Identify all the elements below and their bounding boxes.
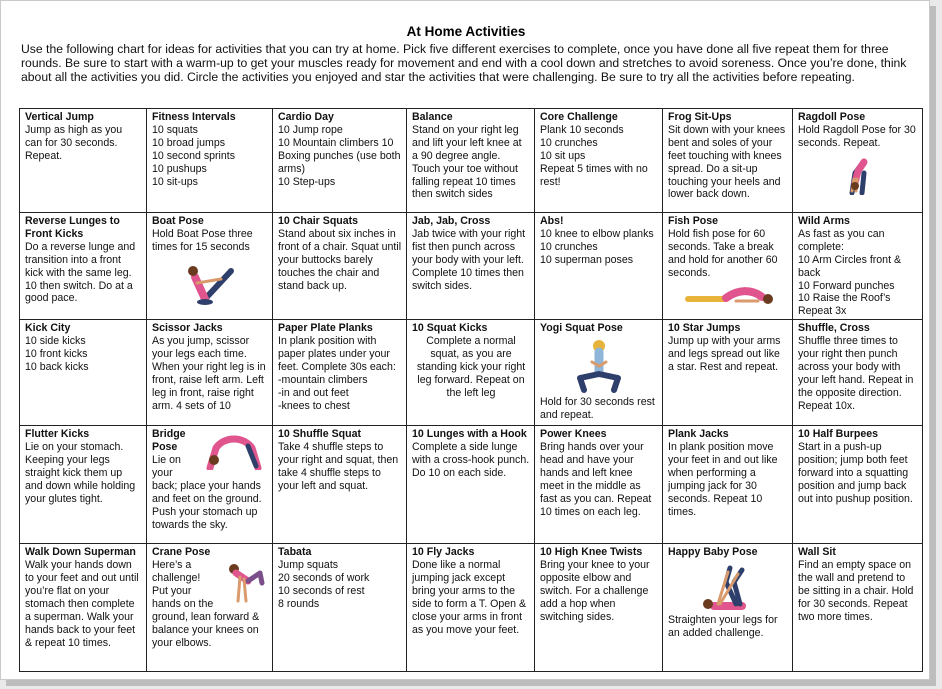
activity-cell: Bridge Pose Lie on your back; place your hands and feet on the ground. Push your stomach up towards the sky. [147,426,273,544]
activity-cell: Core Challenge Plank 10 seconds 10 crunches 10 sit ups Repeat 5 times with no rest! [535,109,663,213]
activity-cell: 10 Fly Jacks Done like a normal jumping jack except bring your arms to the side to form a T. Open & close your arms in front as you move your feet. [407,544,535,672]
activity-cell: Fish Pose Hold fish pose for 60 seconds. Take a break and hold for another 60 seconds. [663,213,793,320]
activity-cell: Power Knees Bring hands over your head and have your hands and left knee meet in the middle as fast as you can. Repeat 10 times on each leg. [535,426,663,544]
activity-cell: Happy Baby Pose Straighten your legs for an added challenge. [663,544,793,672]
activity-cell: Frog Sit-Ups Sit down with your knees bent and soles of your feet touching with knees spread. Do a sit-up touching your heels and lower back down. [663,109,793,213]
intro-paragraph: Use the following chart for ideas for activities that you can try at home. Pick five different exercises to complete, once you have done all five repeat them for three rounds. Be sure to start with a warm-up to get your muscles ready for movement and end with a cool down and stretches to avoid soreness. Once you’re done, think about all the activities you did. Circle the activities you enjoyed and star the activities that were challenging. Be sure to try all the activities before repeating. [21,42,907,85]
activity-cell: Crane Pose Here’s a challenge! Put your hands on the ground, lean forward & balance your knees on your elbows. [147,544,273,672]
activity-cell: Plank Jacks In plank position move your feet in and out like when performing a jumping jack for 30 seconds. Repeat 10 times. [663,426,793,544]
activity-cell: Tabata Jump squats 20 seconds of work 10 seconds of rest 8 rounds [273,544,407,672]
activity-cell: Boat Pose Hold Boat Pose three times for 15 seconds [147,213,273,320]
yogi-squat-icon [570,338,628,394]
activity-cell: 10 Shuffle Squat Take 4 shuffle steps to your right and squat, then take 4 shuffle steps to your left and squat. [273,426,407,544]
boat-pose-icon [175,257,245,307]
activity-cell: Wild Arms As fast as you can complete: 10 Arm Circles front & back 10 Forward punches 10 Raise the Roof’s Repeat 3x [793,213,923,320]
activity-cell: Wall Sit Find an empty space on the wall and pretend to be sitting in a chair. Hold for 30 seconds. Repeat two more times. [793,544,923,672]
activity-cell: 10 Squat Kicks Complete a normal squat, as you are standing kick your right leg forward. Repeat on the left leg [407,320,535,426]
activity-cell: Jab, Jab, Cross Jab twice with your right fist then punch across your body with your left. Complete 10 times then switch sides. [407,213,535,320]
activity-cell: Ragdoll Pose Hold Ragdoll Pose for 30 seconds. Repeat. [793,109,923,213]
table-row [20,213,923,320]
fish-pose-icon [678,283,778,305]
activity-cell: Flutter Kicks Lie on your stomach. Keeping your legs straight kick them up and down while holding your glutes tight. [20,426,147,544]
crane-pose-icon [222,561,268,605]
activity-cell: Cardio Day 10 Jump rope 10 Mountain climbers 10 Boxing punches (use both arms) 10 Step-ups [273,109,407,213]
activity-cell: Fitness Intervals 10 squats 10 broad jumps 10 second sprints 10 pushups 10 sit-ups [147,109,273,213]
activity-cell: 10 High Knee Twists Bring your knee to your opposite elbow and switch. For a challenge add a hop when switching sides. [535,544,663,672]
activity-cell: 10 Star Jumps Jump up with your arms and legs spread out like a star. Rest and repeat. [663,320,793,426]
activity-cell: Abs! 10 knee to elbow planks 10 crunches 10 superman poses [535,213,663,320]
activity-cell: Kick City 10 side kicks 10 front kicks 10 back kicks [20,320,147,426]
table-row [20,320,923,426]
activity-cell: Yogi Squat Pose Hold for 30 seconds rest and repeat. [535,320,663,426]
activity-cell: Reverse Lunges to Front Kicks Do a reverse lunge and transition into a front kick with the same leg. 10 then switch. Do at a good pace. [20,213,147,320]
activity-cell: Vertical Jump Jump as high as you can for 30 seconds. Repeat. [20,109,147,213]
activity-cell: 10 Half Burpees Start in a push-up position; jump both feet forward into a squatting position and jump back out into pushup position. [793,426,923,544]
bridge-pose-icon [202,430,268,470]
activity-cell: 10 Chair Squats Stand about six inches in front of a chair. Squat until your buttocks barely touches the chair and stand back up. [273,213,407,320]
activity-cell: Scissor Jacks As you jump, scissor your legs each time. When your right leg is in front, raise left arm. Left leg in front, raise right arm. 4 sets of 10 [147,320,273,426]
table-row [20,544,923,672]
table-row [20,426,923,544]
activity-cell: Shuffle, Cross Shuffle three times to your right then punch across your body with your left hand. Repeat in the opposite direction. Repeat 10x. [793,320,923,426]
activity-cell: Walk Down Superman Walk your hands down to your feet and out until you’re flat on your stomach then complete a superman. Walk your hands back to your feet & repeat 10 times. [20,544,147,672]
page-title: At Home Activities [406,24,526,39]
happy-baby-pose-icon [696,562,760,612]
ragdoll-pose-icon [828,153,888,195]
activity-cell: 10 Lunges with a Hook Complete a side lunge with a cross-hook punch. Do 10 on each side. [407,426,535,544]
activity-cell: Balance Stand on your right leg and lift your left knee at a 90 degree angle. Touch your toe without falling repeat 10 times then switch sides [407,109,535,213]
activities-table [19,108,923,672]
activity-cell: Paper Plate Planks In plank position with paper plates under your feet. Complete 30s each: -mountain climbers -in and out feet -knees to chest [273,320,407,426]
table-row [20,109,923,213]
